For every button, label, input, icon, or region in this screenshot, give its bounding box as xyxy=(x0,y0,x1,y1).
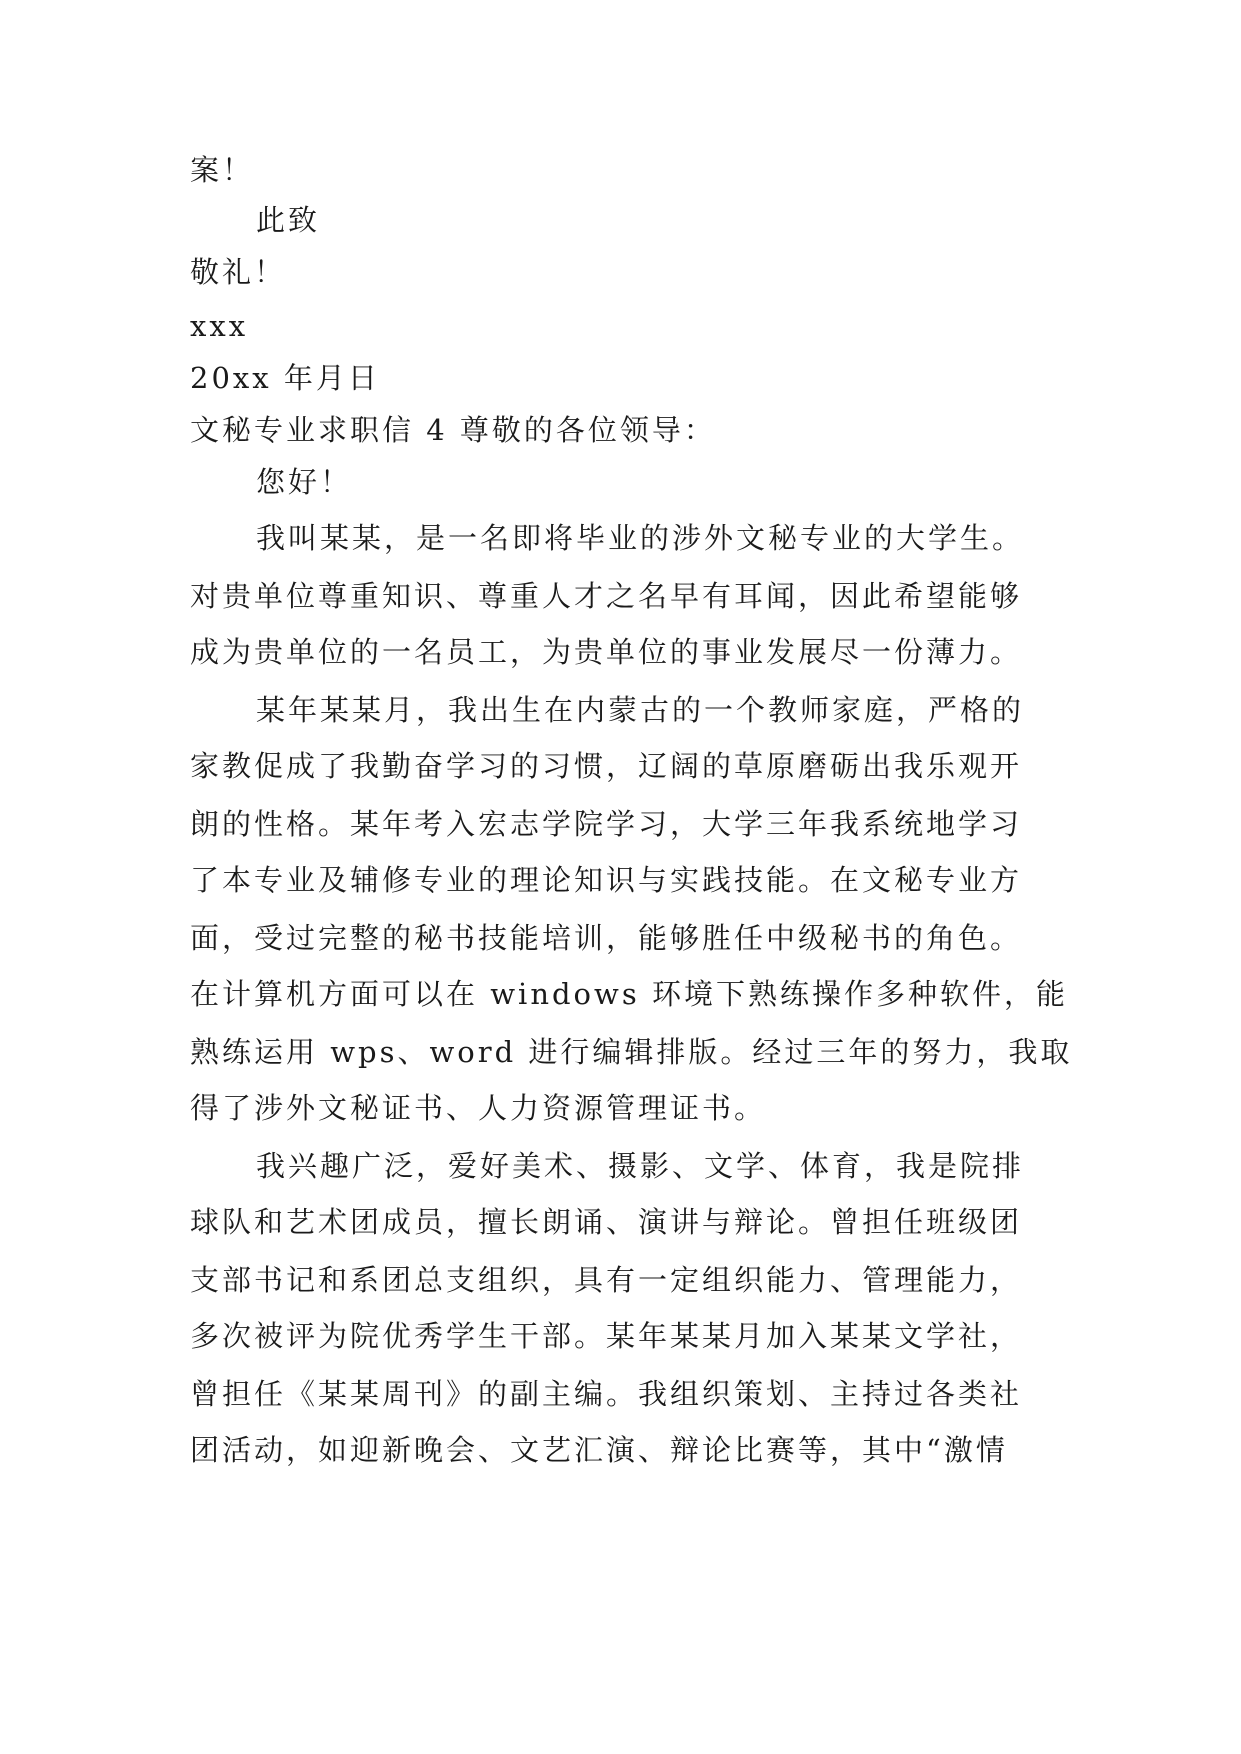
body-line: 朗的性格。某年考入宏志学院学习，大学三年我系统地学习 xyxy=(190,807,1023,841)
salutation-cizhi: 此致 xyxy=(256,203,321,237)
salutation-jingli: 敬礼！ xyxy=(190,255,287,289)
body-line: 了本专业及辅修专业的理论知识与实践技能。在文秘专业方 xyxy=(190,863,1023,897)
body-line: 某年某某月，我出生在内蒙古的一个教师家庭，严格的 xyxy=(256,693,1025,727)
body-line: 团活动，如迎新晚会、文艺汇演、辩论比赛等，其中“激情 xyxy=(190,1433,1008,1467)
section-heading: 文秘专业求职信 4 尊敬的各位领导： xyxy=(190,413,716,447)
body-line: 在计算机方面可以在 windows 环境下熟练操作多种软件，能 xyxy=(190,977,1068,1011)
body-line: 曾担任《某某周刊》的副主编。我组织策划、主持过各类社 xyxy=(190,1377,1023,1411)
body-line: 对贵单位尊重知识、尊重人才之名早有耳闻，因此希望能够 xyxy=(190,579,1023,613)
body-line: 成为贵单位的一名员工，为贵单位的事业发展尽一份薄力。 xyxy=(190,635,1023,669)
body-line: 多次被评为院优秀学生干部。某年某某月加入某某文学社， xyxy=(190,1319,1023,1353)
closing-line: 案！ xyxy=(190,153,255,187)
body-line: 熟练运用 wps、word 进行编辑排版。经过三年的努力，我取 xyxy=(190,1035,1073,1069)
body-line: 面，受过完整的秘书技能培训，能够胜任中级秘书的角色。 xyxy=(190,921,1023,955)
body-line: 我叫某某，是一名即将毕业的涉外文秘专业的大学生。 xyxy=(256,521,1025,555)
body-line: 得了涉外文秘证书、人力资源管理证书。 xyxy=(190,1091,767,1125)
body-line: 我兴趣广泛，爱好美术、摄影、文学、体育，我是院排 xyxy=(256,1149,1025,1183)
body-line: 家教促成了我勤奋学习的习惯，辽阔的草原磨砺出我乐观开 xyxy=(190,749,1023,783)
body-line: 支部书记和系团总支组织，具有一定组织能力、管理能力， xyxy=(190,1263,1023,1297)
body-line: 球队和艺术团成员，擅长朗诵、演讲与辩论。曾担任班级团 xyxy=(190,1205,1023,1239)
signature-date: 20xx 年月日 xyxy=(190,361,380,395)
signature-name: xxx xyxy=(190,309,249,343)
greeting: 您好！ xyxy=(256,465,353,499)
